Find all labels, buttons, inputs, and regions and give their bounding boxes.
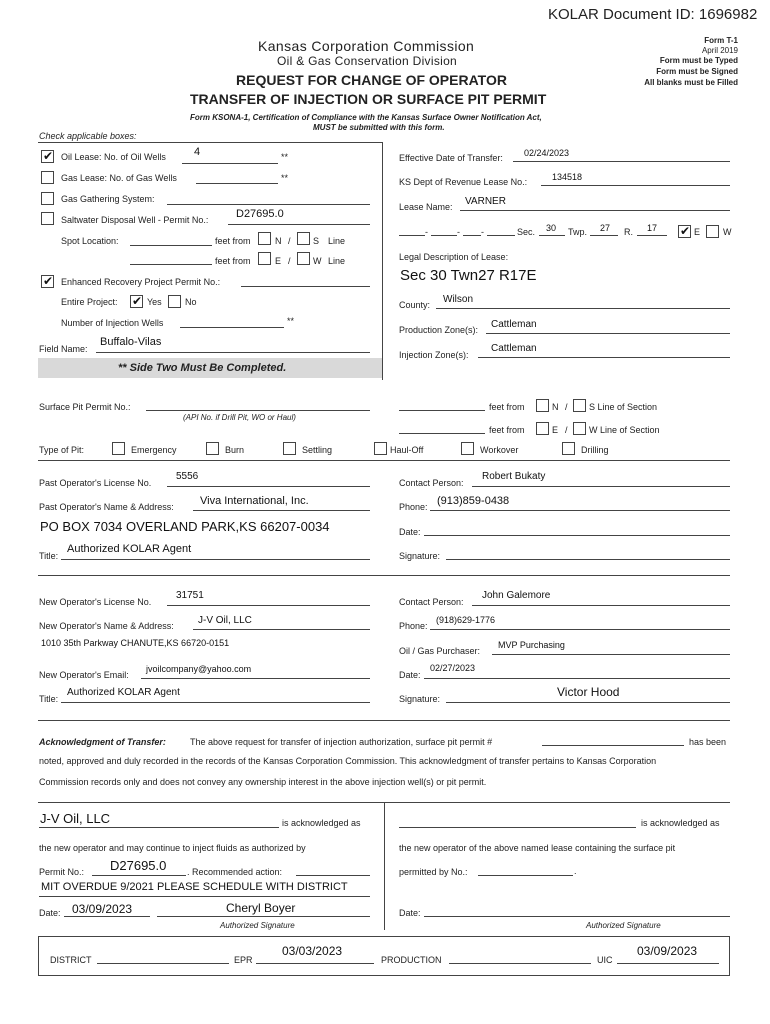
production-zone-value[interactable]: Cattleman	[491, 319, 537, 330]
right-permitted-label: permitted by No.:	[399, 867, 468, 877]
oil-wells-required: **	[281, 152, 289, 162]
purchaser-label: Oil / Gas Purchaser:	[399, 646, 481, 656]
slash-separator: /	[565, 425, 568, 435]
epr-date-value[interactable]: 03/03/2023	[282, 944, 343, 958]
past-phone-label: Phone:	[399, 502, 428, 512]
new-date-value[interactable]: 02/27/2023	[430, 663, 476, 673]
new-phone-label: Phone:	[399, 621, 428, 631]
oil-wells-value[interactable]: 4	[194, 146, 201, 158]
form-title-2: TRANSFER OF INJECTION OR SURFACE PIT PERMIT	[190, 91, 547, 107]
left-signer-value[interactable]: Cheryl Boyer	[226, 901, 296, 915]
must-signed: Form must be Signed	[656, 67, 738, 76]
injection-zone-value[interactable]: Cattleman	[491, 343, 537, 354]
pit-drilling-checkbox[interactable]	[562, 442, 575, 455]
ack-text-1: The above request for transfer of injection authorization, surface pit permit #	[190, 737, 493, 747]
ack-text-2: noted, approved and duly recorded in the records of the Kansas Corporation Commission. This acknowledgment of transfer pertains to Kansas Corporation	[39, 756, 657, 766]
type-of-pit-label: Type of Pit:	[39, 445, 85, 455]
past-title-value[interactable]: Authorized KOLAR Agent	[67, 543, 192, 555]
left-is-acknowledged: is acknowledged as	[282, 818, 361, 828]
ksona-note-1: Form KSONA-1, Certification of Compliance with the Kansas Surface Owner Notification Act,	[190, 113, 542, 122]
recommended-action-label: . Recommended action:	[187, 867, 283, 877]
injection-zone-label: Injection Zone(s):	[399, 350, 469, 360]
left-permit-value[interactable]: D27695.0	[110, 858, 167, 873]
left-inject-text: the new operator and may continue to inject fluids as authorized by	[39, 843, 306, 853]
pit-east-checkbox[interactable]	[536, 422, 549, 435]
ns-line-label: Line	[328, 236, 346, 246]
new-email-value[interactable]: jvoilcompany@yahoo.com	[146, 664, 252, 674]
past-phone-value[interactable]: (913)859-0438	[437, 495, 510, 507]
field-name-value[interactable]: Buffalo-Vilas	[100, 336, 162, 348]
pit-workover-checkbox[interactable]	[461, 442, 474, 455]
ack-label: Acknowledgment of Transfer:	[39, 737, 166, 747]
lease-name-value[interactable]: VARNER	[465, 196, 506, 207]
past-contact-value[interactable]: Robert Bukaty	[482, 471, 546, 482]
gas-lease-label: Gas Lease: No. of Gas Wells	[61, 173, 177, 183]
entire-project-label: Entire Project:	[61, 297, 118, 307]
north-checkbox[interactable]	[258, 232, 271, 245]
pit-feet-from-ew: feet from	[489, 425, 525, 435]
right-is-acknowledged: is acknowledged as	[641, 818, 720, 828]
left-date-value[interactable]: 03/09/2023	[72, 902, 133, 916]
new-name-value[interactable]: J-V Oil, LLC	[198, 615, 252, 626]
range-value[interactable]: 17	[647, 223, 658, 233]
legal-description-label: Legal Description of Lease:	[399, 252, 509, 262]
right-date-label: Date:	[399, 908, 421, 918]
new-license-value[interactable]: 31751	[176, 590, 204, 601]
past-name-value[interactable]: Viva International, Inc.	[200, 495, 309, 507]
pit-type-workover: Workover	[480, 445, 519, 455]
gas-wells-required: **	[281, 173, 289, 183]
effective-date-value[interactable]: 02/24/2023	[524, 148, 570, 158]
new-license-label: New Operator's License No.	[39, 597, 152, 607]
past-name-label: Past Operator's Name & Address:	[39, 502, 174, 512]
ack-text-3: Commission records only and does not convey any ownership interest in the above injection well(s) or pit permit.	[39, 777, 487, 787]
spot-location-label: Spot Location:	[61, 236, 119, 246]
past-contact-label: Contact Person:	[399, 478, 464, 488]
north-label: N	[275, 236, 282, 246]
form-title-1: REQUEST FOR CHANGE OF OPERATOR	[236, 72, 507, 88]
division-name: Oil & Gas Conservation Division	[277, 54, 458, 68]
slash-separator: /	[288, 256, 291, 266]
ack-has-been: has been	[689, 737, 727, 747]
new-email-label: New Operator's Email:	[39, 670, 129, 680]
new-title-value[interactable]: Authorized KOLAR Agent	[67, 687, 180, 698]
production-label: PRODUCTION	[381, 955, 442, 965]
south-label: S	[313, 236, 320, 246]
epr-label: EPR	[234, 955, 253, 965]
range-west-checkbox[interactable]	[706, 225, 719, 238]
past-date-label: Date:	[399, 527, 421, 537]
production-zone-label: Production Zone(s):	[399, 325, 479, 335]
api-note: (API No. if Drill Pit, WO or Haul)	[183, 413, 296, 422]
twp-value[interactable]: 27	[600, 223, 611, 233]
swd-checkbox[interactable]	[41, 212, 54, 225]
pit-west-checkbox[interactable]	[573, 422, 586, 435]
pit-south-checkbox[interactable]	[573, 399, 586, 412]
form-date: April 2019	[701, 46, 738, 55]
gathering-label: Gas Gathering System:	[61, 194, 155, 204]
dash-separator: -	[481, 227, 484, 237]
purchaser-value[interactable]: MVP Purchasing	[498, 640, 565, 650]
past-address-value[interactable]: PO BOX 7034 OVERLAND PARK,KS 66207-0034	[40, 519, 330, 534]
range-label: R.	[624, 227, 633, 237]
swd-permit-value[interactable]: D27695.0	[236, 208, 284, 220]
pit-type-drilling: Drilling	[581, 445, 609, 455]
uic-date-value[interactable]: 03/09/2023	[637, 944, 698, 958]
entire-yes-checkbox[interactable]	[130, 295, 143, 308]
new-name-label: New Operator's Name & Address:	[39, 621, 174, 631]
pit-ns-line: S Line of Section	[589, 402, 658, 412]
pit-emergency-checkbox[interactable]	[112, 442, 125, 455]
new-contact-label: Contact Person:	[399, 597, 464, 607]
effective-date-label: Effective Date of Transfer:	[399, 153, 503, 163]
ack-operator-value[interactable]: J-V Oil, LLC	[40, 811, 111, 826]
left-authorized-signature: Authorized Signature	[220, 921, 295, 930]
dash-separator: -	[457, 227, 460, 237]
pit-type-emergency: Emergency	[131, 445, 177, 455]
feet-from-ew-label: feet from	[215, 256, 251, 266]
gathering-checkbox[interactable]	[41, 192, 54, 205]
range-west-label: W	[723, 227, 732, 237]
no-label: No	[185, 297, 197, 307]
twp-label: Twp.	[568, 227, 588, 237]
left-date-label: Date:	[39, 908, 61, 918]
entire-no-checkbox[interactable]	[168, 295, 181, 308]
new-contact-value[interactable]: John Galemore	[482, 590, 551, 601]
eor-checkbox[interactable]	[41, 275, 54, 288]
ew-line-label: Line	[328, 256, 346, 266]
district-label: DISTRICT	[50, 955, 92, 965]
injection-wells-label: Number of Injection Wells	[61, 318, 164, 328]
pit-north-checkbox[interactable]	[536, 399, 549, 412]
injection-wells-required: **	[287, 316, 295, 326]
field-name-label: Field Name:	[39, 344, 88, 354]
pit-type-burn: Burn	[225, 445, 245, 455]
south-checkbox[interactable]	[297, 232, 310, 245]
new-signature-value[interactable]: Victor Hood	[557, 685, 620, 699]
recommended-action-value[interactable]: MIT OVERDUE 9/2021 PLEASE SCHEDULE WITH DISTRICT	[41, 881, 348, 893]
yes-label: Yes	[147, 297, 162, 307]
new-signature-label: Signature:	[399, 694, 441, 704]
county-label: County:	[399, 300, 431, 310]
pit-feet-from-ns: feet from	[489, 402, 525, 412]
oil-lease-checkbox[interactable]	[41, 150, 54, 163]
new-address-value[interactable]: 1010 35th Parkway CHANUTE,KS 66720-0151	[41, 638, 230, 648]
slash-separator: /	[565, 402, 568, 412]
new-phone-value[interactable]: (918)629-1776	[436, 615, 496, 625]
past-license-label: Past Operator's License No.	[39, 478, 152, 488]
past-title-label: Title:	[39, 551, 59, 561]
swd-label: Saltwater Disposal Well - Permit No.:	[61, 215, 209, 225]
range-east-label: E	[694, 227, 701, 237]
feet-from-ns-label: feet from	[215, 236, 251, 246]
new-title-label: Title:	[39, 694, 59, 704]
west-label: W	[313, 256, 322, 266]
county-value[interactable]: Wilson	[443, 294, 474, 305]
surface-pit-label: Surface Pit Permit No.:	[39, 402, 131, 412]
sec-label: Sec.	[517, 227, 536, 237]
past-signature-label: Signature:	[399, 551, 441, 561]
right-authorized-signature: Authorized Signature	[586, 921, 661, 930]
east-checkbox[interactable]	[258, 252, 271, 265]
pit-type-settling: Settling	[302, 445, 333, 455]
dash-separator: -	[425, 227, 428, 237]
legal-description-value[interactable]: Sec 30 Twn27 R17E	[400, 267, 537, 284]
slash-separator: /	[288, 236, 291, 246]
pit-hauloff-checkbox[interactable]	[374, 442, 387, 455]
lease-name-label: Lease Name:	[399, 202, 453, 212]
document-id: KOLAR Document ID: 1696982	[548, 6, 758, 23]
must-typed: Form must be Typed	[659, 56, 738, 65]
ksona-note-2: MUST be submitted with this form.	[313, 123, 445, 132]
pit-ew-line: W Line of Section	[589, 425, 660, 435]
sec-value[interactable]: 30	[546, 223, 557, 233]
pit-burn-checkbox[interactable]	[206, 442, 219, 455]
eor-label: Enhanced Recovery Project Permit No.:	[61, 277, 221, 287]
east-label: E	[275, 256, 282, 266]
new-date-label: Date:	[399, 670, 421, 680]
pit-north-label: N	[552, 402, 559, 412]
west-checkbox[interactable]	[297, 252, 310, 265]
pit-type-hauloff: Haul-Off	[390, 445, 424, 455]
pit-east-label: E	[552, 425, 559, 435]
check-boxes-label: Check applicable boxes:	[39, 131, 137, 141]
blanks-filled: All blanks must be Filled	[644, 78, 738, 87]
ks-dept-label: KS Dept of Revenue Lease No.:	[399, 177, 528, 187]
uic-label: UIC	[597, 955, 613, 965]
gas-lease-checkbox[interactable]	[41, 171, 54, 184]
pit-settling-checkbox[interactable]	[283, 442, 296, 455]
ks-dept-value[interactable]: 134518	[552, 172, 583, 182]
form-number: Form T-1	[704, 36, 738, 45]
oil-lease-label: Oil Lease: No. of Oil Wells	[61, 152, 166, 162]
past-license-value[interactable]: 5556	[176, 471, 199, 482]
side-two-note: ** Side Two Must Be Completed.	[118, 362, 287, 374]
agency-name: Kansas Corporation Commission	[258, 38, 475, 54]
left-permit-label: Permit No.:	[39, 867, 85, 877]
period-mark: .	[574, 866, 577, 876]
range-east-checkbox[interactable]	[678, 225, 691, 238]
right-lease-text: the new operator of the above named lease containing the surface pit	[399, 843, 676, 853]
